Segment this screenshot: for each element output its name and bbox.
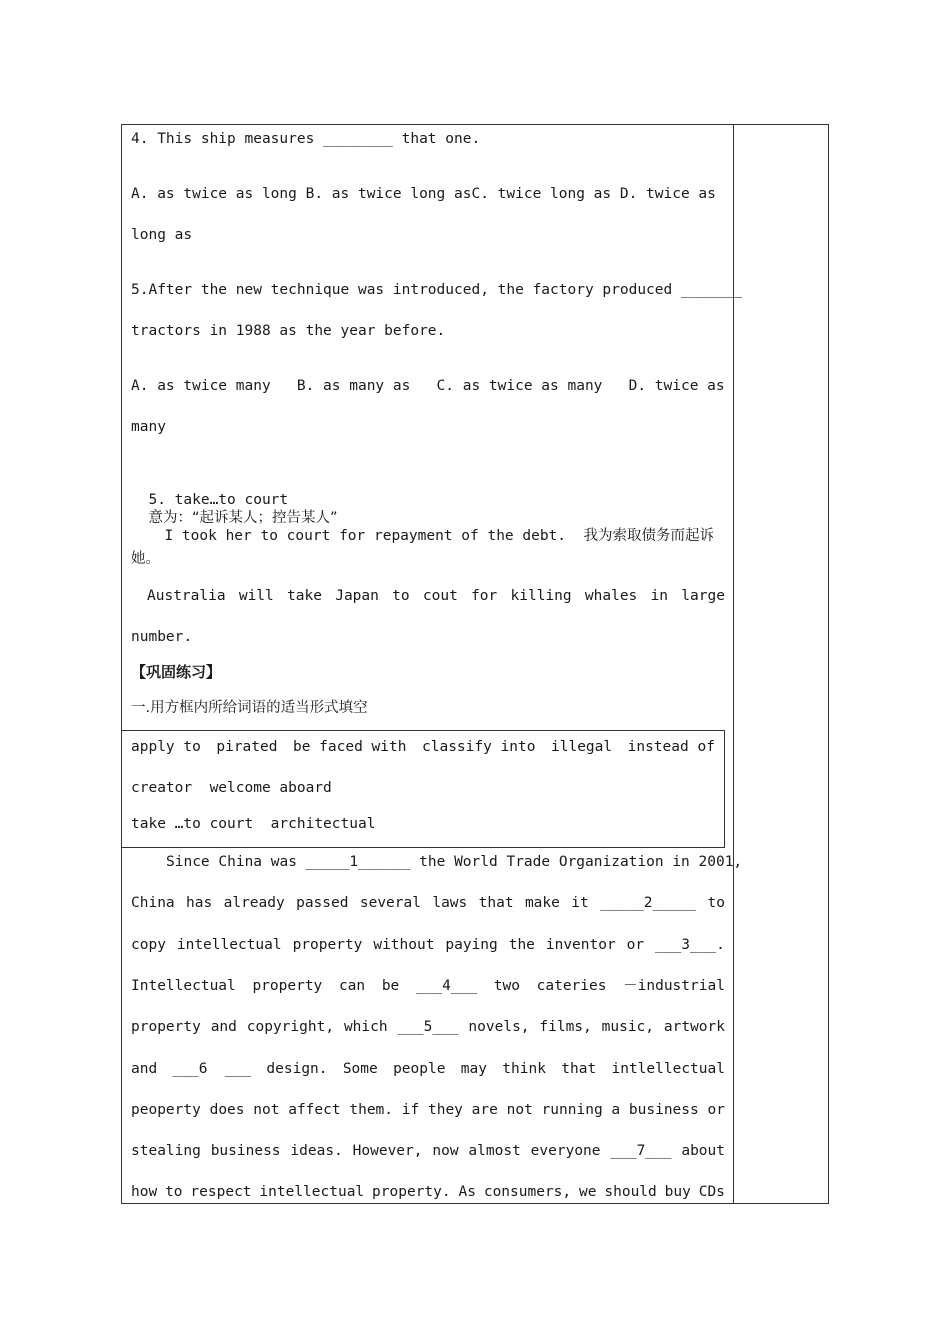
q4-options-line1: A. as twice as long B. as twice long asC. twice long as D. twice as (131, 186, 716, 202)
passage-word: copyright, (246, 1019, 335, 1035)
passage-word: several (359, 895, 421, 911)
passage-word: laws (432, 895, 468, 911)
passage-word: CDs (698, 1184, 725, 1200)
passage-word: _____2_____ (600, 895, 697, 911)
passage-line (131, 894, 725, 912)
example2-word: in (650, 588, 669, 604)
passage-word: that (478, 895, 514, 911)
passage-word: a (611, 1102, 621, 1118)
passage-word: intellectual (176, 937, 282, 953)
passage-line (131, 977, 725, 995)
passage-word: should (604, 1184, 657, 1200)
passage-word: and (131, 1061, 158, 1077)
passage-word: or (707, 1102, 725, 1118)
word-box-line3: take …to court architectual (131, 816, 376, 832)
passage-word: Since China was _____1______ the World Trade Organization in 2001, (166, 854, 743, 870)
passage-word: two (493, 978, 520, 994)
word-box-term: apply to (131, 739, 201, 755)
word-box-line1 (131, 738, 715, 756)
word-box-term: classify into (422, 739, 536, 755)
passage-word: novels, (468, 1019, 530, 1035)
example2-word: killing (510, 588, 572, 604)
passage-line (131, 1183, 725, 1201)
example1-en: I took her to court for repayment of the debt. (164, 528, 567, 544)
word-box-term: be faced with (292, 739, 407, 755)
passage-word: to (707, 895, 725, 911)
passage-word: design. (266, 1061, 328, 1077)
passage-word: films, (539, 1019, 592, 1035)
passage-word: now (432, 1143, 459, 1159)
passage-word: to (165, 1184, 183, 1200)
passage-word: everyone (530, 1143, 601, 1159)
example2-word: Japan (335, 588, 379, 604)
passage-word: ideas. (290, 1143, 343, 1159)
passage-word: As (458, 1184, 476, 1200)
passage-word: peoperty (131, 1102, 201, 1118)
passage-word: artwork (663, 1019, 725, 1035)
passage-word: ___6 ___ (172, 1061, 252, 1077)
passage-line (131, 1142, 725, 1160)
passage-word: them. (349, 1102, 394, 1118)
passage-word: we (579, 1184, 597, 1200)
passage-word: Some (342, 1061, 378, 1077)
example2-word: cout (422, 588, 458, 604)
passage-word: it (571, 895, 589, 911)
passage-line (131, 1060, 725, 1078)
section-title: 【巩固练习】 (131, 663, 222, 681)
passage-word: －industrial (623, 978, 725, 994)
passage-line (131, 936, 725, 954)
passage-word: can (338, 978, 366, 994)
passage-word: China (131, 895, 175, 911)
passage-word: if (401, 1102, 420, 1118)
example2-line1 (147, 587, 725, 605)
passage-word: ___5___ (397, 1019, 459, 1035)
example2-word: for (471, 588, 498, 604)
passage-word: passed (296, 895, 349, 911)
example2-word: whales (584, 588, 638, 604)
example1-line1 (147, 509, 714, 545)
passage-line (166, 853, 742, 871)
passage-word: ___3___. (655, 937, 725, 953)
example2-word: to (392, 588, 410, 604)
passage-line (131, 1101, 725, 1119)
passage-word: respect (190, 1184, 252, 1200)
passage-word: property (252, 978, 323, 994)
passage-word: not (253, 1102, 280, 1118)
passage-word: does (209, 1102, 245, 1118)
passage-word: about (681, 1143, 725, 1159)
passage-word: copy (131, 937, 166, 953)
passage-word: has (186, 895, 213, 911)
word-box-term: pirated (216, 739, 278, 755)
example2-word: large (681, 588, 725, 604)
q5-stem-line2: tractors in 1988 as the year before. (131, 323, 446, 339)
passage-word: cateries (536, 978, 607, 994)
practice-instruction: 一.用方框内所给词语的适当形式填空 (131, 700, 368, 716)
passage-word: intlellectual (611, 1061, 725, 1077)
passage-word: property (131, 1019, 201, 1035)
passage-word: almost (468, 1143, 521, 1159)
passage-word: music, (601, 1019, 655, 1035)
q4-options-line2: long as (131, 227, 193, 243)
passage-word: are (471, 1102, 498, 1118)
passage-word: that (561, 1061, 597, 1077)
passage-word: think (502, 1061, 546, 1077)
passage-word: business (210, 1143, 281, 1159)
passage-word: Intellectual (131, 978, 236, 994)
q5-options-line2: many (131, 419, 166, 435)
phrase-heading-en: 5. take…to court (148, 492, 289, 508)
passage-word: how (131, 1184, 158, 1200)
passage-word: not (506, 1102, 533, 1118)
passage-word: business (628, 1102, 699, 1118)
passage-word: inventor (545, 937, 616, 953)
word-box-term: illegal (551, 739, 613, 755)
passage-word: without (373, 937, 435, 953)
q5-stem-line1: 5.After the new technique was introduced, the factory produced _______ (131, 282, 743, 298)
example2-word: will (238, 588, 274, 604)
passage-word: people (393, 1061, 446, 1077)
example2-word: Australia (147, 588, 226, 604)
word-box-term: instead of (627, 739, 715, 755)
passage-word: stealing (131, 1143, 201, 1159)
passage-word: be (381, 978, 400, 994)
passage-word: affect (288, 1102, 341, 1118)
passage-word: already (223, 895, 285, 911)
example2-word: take (287, 588, 322, 604)
q5-options-line1: A. as twice many B. as many as C. as twice as many D. twice as (131, 378, 725, 394)
passage-word: ___4___ (415, 978, 478, 994)
passage-word: property. (372, 1184, 451, 1200)
passage-word: they (427, 1102, 463, 1118)
passage-word: make (524, 895, 560, 911)
example1-line2: 她。 (131, 551, 160, 567)
passage-word: buy (664, 1184, 691, 1200)
passage-word: the (508, 937, 535, 953)
phrase-heading-cn: 意为：“起诉某人；控告某人” (148, 510, 338, 526)
passage-word: intellectual (259, 1184, 365, 1200)
passage-word: consumers, (483, 1184, 572, 1200)
example1-cn: 我为索取债务而起诉 (583, 528, 715, 544)
passage-line (131, 1018, 725, 1036)
passage-word: running (541, 1102, 603, 1118)
passage-word: ___7___ (610, 1143, 672, 1159)
passage-word: which (343, 1019, 388, 1035)
passage-word: and (210, 1019, 237, 1035)
passage-word: property (292, 937, 363, 953)
example2-line2: number. (131, 629, 193, 645)
passage-word: may (460, 1061, 487, 1077)
passage-word: paying (445, 937, 498, 953)
q4-stem: 4. This ship measures ________ that one. (131, 131, 481, 147)
passage-word: or (626, 937, 645, 953)
passage-word: However, (352, 1143, 423, 1159)
word-box-line2: creator welcome aboard (131, 780, 332, 796)
